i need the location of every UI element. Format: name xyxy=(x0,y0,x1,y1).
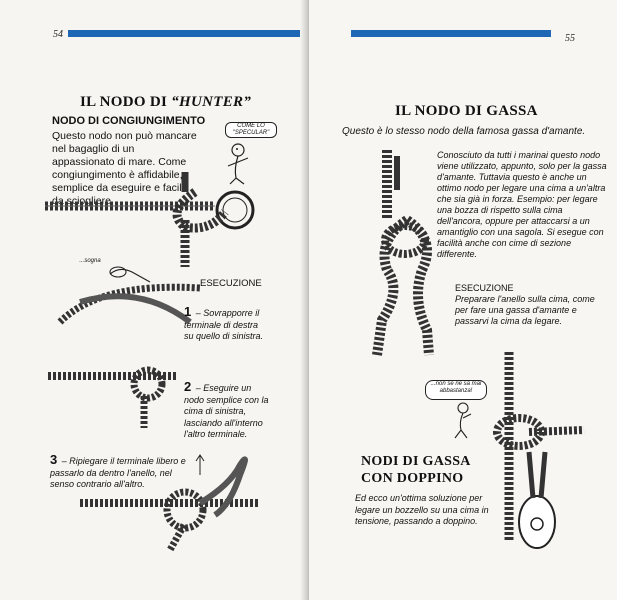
step-2-number: 2 xyxy=(184,379,192,394)
step-2 xyxy=(184,381,272,441)
gassa-knot-illustration xyxy=(367,150,447,360)
page-number-left: 54 xyxy=(53,29,63,40)
step-3-text: – Ripiegare il terminale libero e passarlo da dentro l'anello, nel senso contrario all'altro. xyxy=(50,456,186,489)
execution-text: Preparare l'anello sulla cima, come per fare una gassa d'amante e passarvi la cima da legare. xyxy=(455,294,595,326)
left-page xyxy=(0,0,308,600)
page-title-right: IL NODO DI GASSA xyxy=(395,103,538,119)
step-1-text: – Sovrapporre il terminale di destra su quello di sinistra. xyxy=(184,308,264,341)
right-page xyxy=(309,0,617,600)
doppino-pulley-illustration xyxy=(489,352,609,552)
description-paragraph: Conosciuto da tutti i marinai questo nodo viene utilizzato, appunto, solo per la gassa d'amante. Tuttavia questo è anche un ottimo nodo per legare una cima a un'altra che sia già in forza. Esempio: per legare una bozza di rispetto sulla cima dell'ancora, oppure per attaccarsi a un amantiglio con una sagola. Si esegue con facilità anche con cime di sezione differente. xyxy=(437,150,607,259)
page-number-right: 55 xyxy=(565,33,575,44)
title-prefix: IL NODO DI xyxy=(80,94,172,110)
step-1 xyxy=(184,306,268,343)
step2-knot-illustration xyxy=(48,360,188,430)
cartoon-figure-right-illustration xyxy=(449,400,479,440)
execution-label-left: ESECUZIONE xyxy=(200,278,262,289)
section2-title-line1: NODI DI GASSA xyxy=(361,454,471,469)
step-1-number: 1 xyxy=(184,304,192,319)
section2-text: Ed ecco un'ottima soluzione per legare un bozzello su una cima in tensione, passando a doppino. xyxy=(355,493,489,526)
execution-label-right: ESECUZIONE xyxy=(455,283,514,293)
speech-bubble-top: COME LO "SPECULAR" xyxy=(225,122,277,138)
page-title-left xyxy=(80,94,251,111)
section2-title-line2: CON DOPPINO xyxy=(361,471,464,486)
speech-bubble-right: ...non se ne sa mai abbastanza! xyxy=(425,380,487,400)
page-subtitle-right: Questo è lo stesso nodo della famosa gassa d'amante. xyxy=(342,126,586,137)
step3-knot-illustration xyxy=(80,455,270,555)
page-subtitle-left: NODO DI CONGIUNGIMENTO xyxy=(52,115,206,127)
intro-paragraph: Questo nodo non può mancare nel bagaglio di un appassionato di mare. Come congiungimento è affidabile, semplice da eseguire e facile da sciogliere. xyxy=(52,130,197,207)
header-rule-right xyxy=(351,30,551,37)
title-name: “HUNTER” xyxy=(171,94,252,110)
hunter-knot-ring-illustration xyxy=(45,172,290,272)
speech-bubble-small: ...sogna xyxy=(79,258,101,264)
step-2-text: – Eseguire un nodo semplice con la cima di sinistra, lasciando all'interno l'altro terminale. xyxy=(184,383,269,439)
header-rule-left xyxy=(68,30,300,37)
step-3-number: 3 xyxy=(50,452,58,467)
